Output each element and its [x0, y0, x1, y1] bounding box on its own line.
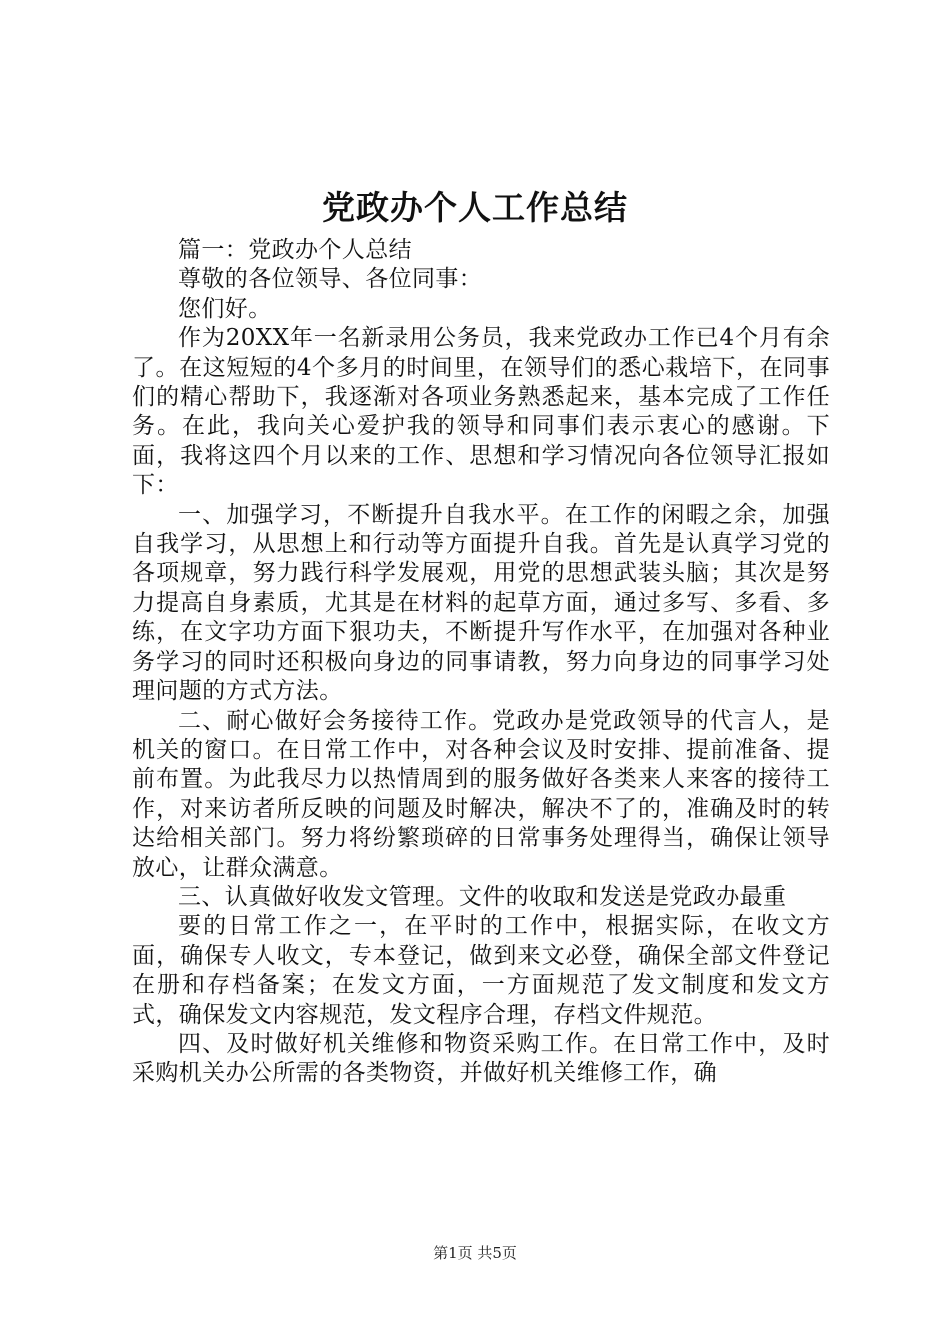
- salutation: 尊敬的各位领导、各位同事：: [178, 266, 483, 293]
- section-heading: 篇一：党政办个人总结: [178, 237, 412, 263]
- paragraph-point-2: 二、耐心做好会务接待工作。党政办是党政领导的代言人，是机关的窗口。在日常工作中，对各种会议及时安排、提前准备、提前布置。为此我尽力以热情周到的服务做好各类来人来客的接待工作，对来访者所反映的问题及时解决，解决不了的，准确及时的转达给相关部门。努力将纷繁琐碎的日常事务处理得当，确保让领导放心，让群众满意。: [132, 707, 830, 881]
- greeting: 您们好。: [178, 295, 272, 322]
- paragraph-point-3: 三、认真做好收发文管理。文件的收取和发送是党政办最重: [178, 883, 787, 910]
- page-footer: 第1页 共5页: [433, 1244, 517, 1262]
- page-title: 党政办个人工作总结: [322, 188, 628, 227]
- document-body: [132, 236, 830, 1089]
- paragraph-point-4: 四、及时做好机关维修和物资采购工作。在日常工作中，及时采购机关办公所需的各类物资，并做好机关维修工作，确: [132, 1030, 830, 1087]
- paragraph-intro: 作为20XX年一名新录用公务员，我来党政办工作已4个月有余了。在这短短的4个多月的时间里，在领导们的悉心栽培下，在同事们的精心帮助下，我逐渐对各项业务熟悉起来，基本完成了工作任务。在此，我向关心爱护我的领导和同事们表示衷心的感谢。下面，我将这四个月以来的工作、思想和学习情况向各位领导汇报如下：: [132, 325, 830, 499]
- paragraph-point-3-continued: 要的日常工作之一，在平时的工作中，根据实际，在收文方面，确保专人收文，专本登记，做到来文必登，确保全部文件登记在册和存档备案；在发文方面，一方面规范了发文制度和发文方式，确保发文内容规范，发文程序合理，存档文件规范。: [132, 913, 830, 1028]
- paragraph-point-1: 一、加强学习，不断提升自我水平。在工作的闲暇之余，加强自我学习，从思想上和行动等方面提升自我。首先是认真学习党的各项规章，努力践行科学发展观，用党的思想武装头脑；其次是努力提高自身素质，尤其是在材料的起草方面，通过多写、多看、多练，在文字功方面下狠功夫，不断提升写作水平，在加强对各种业务学习的同时还积极向身边的同事请教，努力向身边的同事学习处理问题的方式方法。: [132, 501, 830, 705]
